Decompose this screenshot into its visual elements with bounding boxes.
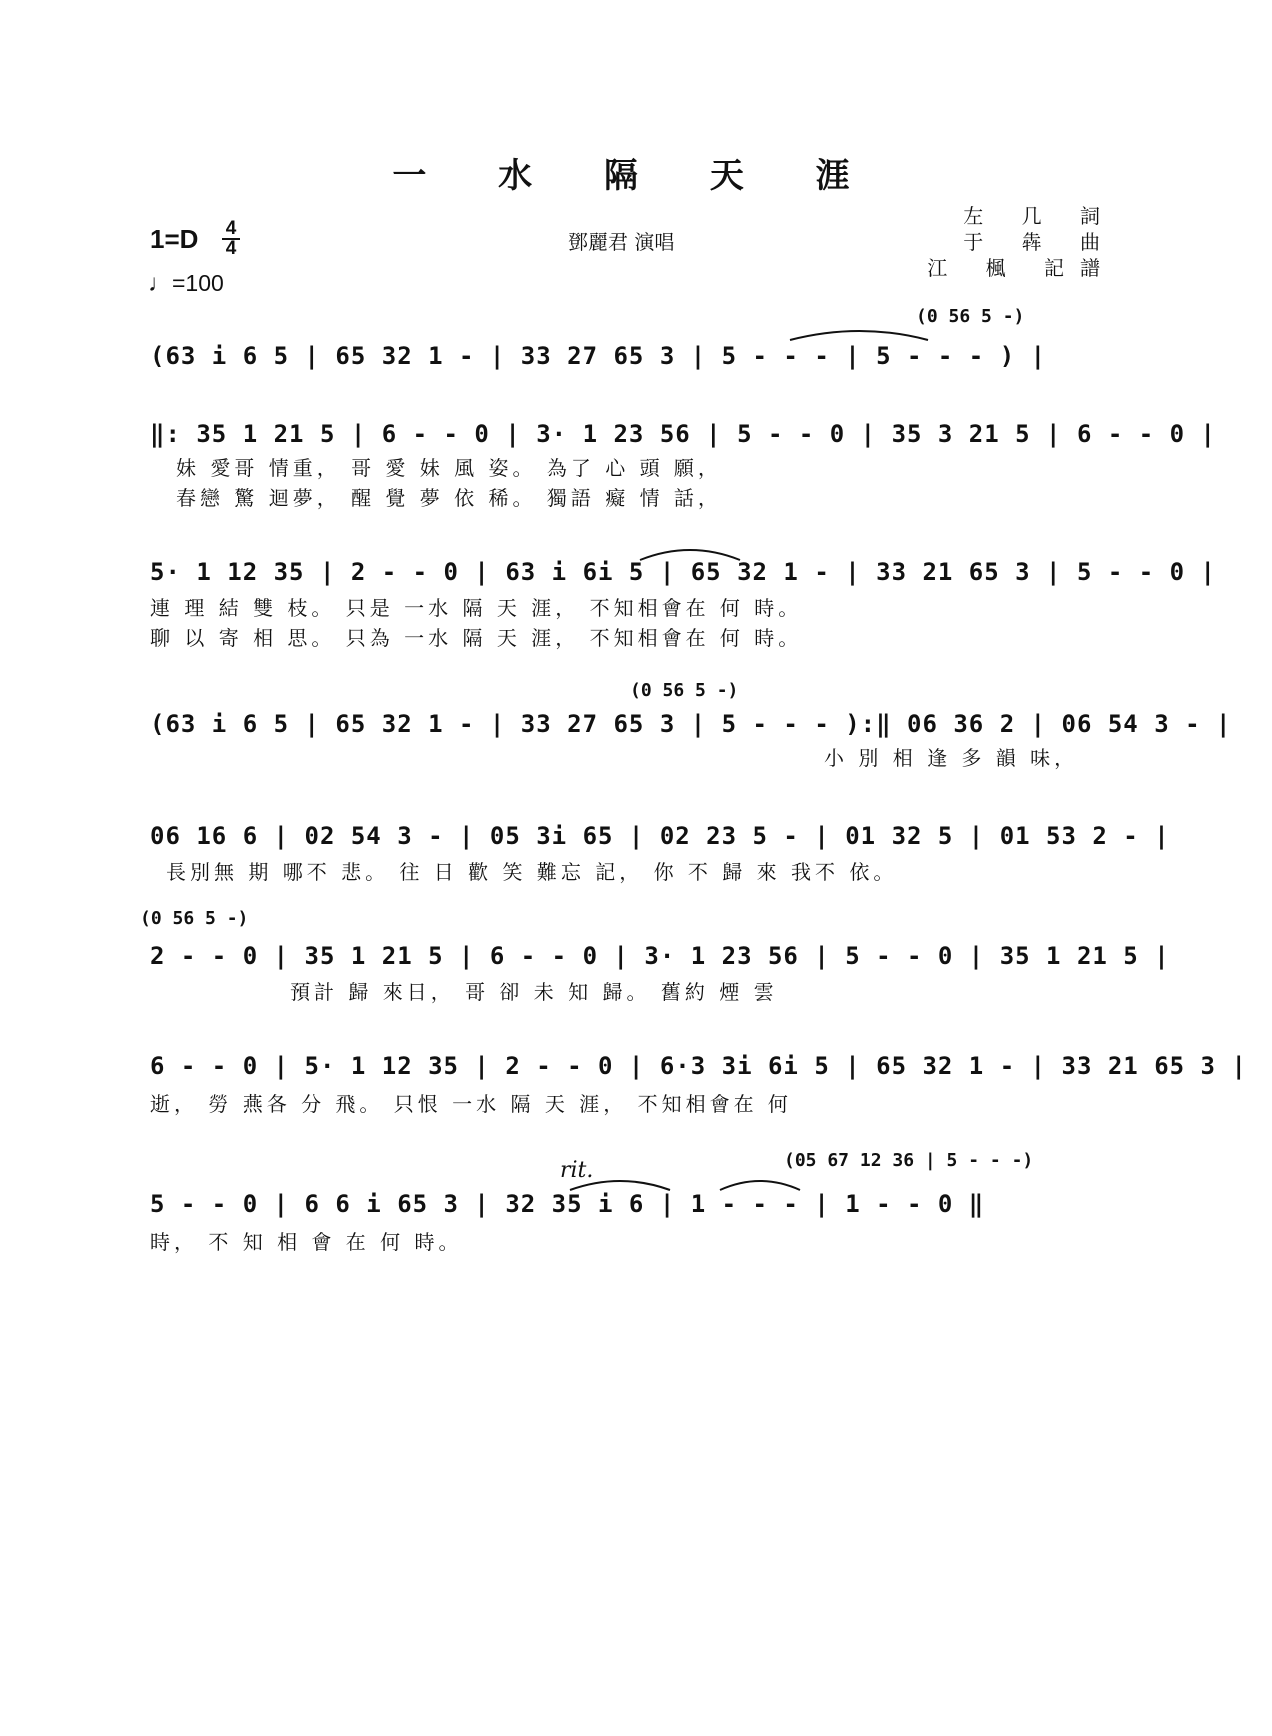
credit-lyricist: 左 几 詞 <box>963 204 1116 228</box>
system-3-notes: 5· 1 12 35 | 2 - - 0 | 63 i 6i 5 | 65 32 1 - | 33 21 65 3 | 5 - - 0 | <box>150 558 1216 586</box>
system-7-notes: 6 - - 0 | 5· 1 12 35 | 2 - - 0 | 6·3 3i 6i 5 | 65 32 1 - | 33 21 65 3 | <box>150 1052 1247 1080</box>
system-2-lyrics-1: 妹 愛哥 情重， 哥 愛 妹 風 姿。 為了 心 頭 願， <box>176 456 722 480</box>
tempo-value: =100 <box>172 270 224 296</box>
slur-line <box>720 1181 800 1190</box>
credit-transcriber: 江 楓 記譜 <box>927 256 1116 280</box>
performer: 鄧麗君 演唱 <box>568 230 675 254</box>
slur-line <box>570 1181 670 1190</box>
system-7-lyrics-1: 逝， 勞 燕各 分 飛。 只恨 一水 隔 天 涯， 不知相會在 何 <box>150 1092 792 1116</box>
system-4-notes: (63 i 6 5 | 65 32 1 - | 33 27 65 3 | 5 - - - ):‖ 06 36 2 | 06 54 3 - | <box>150 710 1232 738</box>
ritardando-marking: rit. <box>560 1158 594 1183</box>
system-6-annotation: (0 56 5 -) <box>140 908 249 929</box>
system-1-annotation: (0 56 5 -) <box>916 306 1025 327</box>
system-5-notes: 06 16 6 | 02 54 3 - | 05 3i 65 | 02 23 5 - | 01 32 5 | 01 53 2 - | <box>150 822 1170 850</box>
system-5-lyrics-1: 長別無 期 哪不 悲。 往 日 歡 笑 難忘 記， 你 不 歸 來 我不 依。 <box>166 860 898 884</box>
system-2-notes: ‖: 35 1 21 5 | 6 - - 0 | 3· 1 23 56 | 5 - - 0 | 35 3 21 5 | 6 - - 0 | <box>150 420 1216 448</box>
system-6-notes: 2 - - 0 | 35 1 21 5 | 6 - - 0 | 3· 1 23 56 | 5 - - 0 | 35 1 21 5 | <box>150 942 1170 970</box>
slur-line <box>640 550 740 560</box>
system-4-annotation: (0 56 5 -) <box>630 680 739 701</box>
system-8-annotation: (05 67 12 36 | 5 - - -) <box>784 1150 1034 1171</box>
time-signature-bottom: 4 <box>225 238 237 259</box>
system-3-lyrics-2: 聊 以 寄 相 思。 只為 一水 隔 天 涯， 不知相會在 何 時。 <box>150 626 803 650</box>
quarter-note-icon: ♩ <box>148 270 172 297</box>
system-4-lyrics-1: 小 別 相 逢 多 韻 味， <box>824 746 1079 770</box>
slur-line <box>790 331 928 340</box>
system-8-notes: 5 - - 0 | 6 6 i 65 3 | 32 35 i 6 | 1 - - - | 1 - - 0 ‖ <box>150 1190 985 1218</box>
system-3-lyrics-1: 連 理 結 雙 枝。 只是 一水 隔 天 涯， 不知相會在 何 時。 <box>150 596 803 620</box>
system-2-lyrics-2: 春戀 驚 迴夢， 醒 覺 夢 依 稀。 獨語 癡 情 話， <box>176 486 722 510</box>
credit-composer: 于 犇 曲 <box>963 230 1116 254</box>
key-signature: 1=D <box>150 224 199 254</box>
system-1-notes: (63 i 6 5 | 65 32 1 - | 33 27 65 3 | 5 - - - | 5 - - - ) | <box>150 342 1047 370</box>
system-6-lyrics-1: 預計 歸 來日， 哥 卻 未 知 歸。 舊約 煙 雲 <box>290 980 778 1004</box>
song-title: 一 水 隔 天 涯 <box>392 156 880 196</box>
time-signature-top: 4 <box>225 218 237 239</box>
system-8-lyrics-1: 時， 不 知 相 會 在 何 時。 <box>150 1230 463 1254</box>
